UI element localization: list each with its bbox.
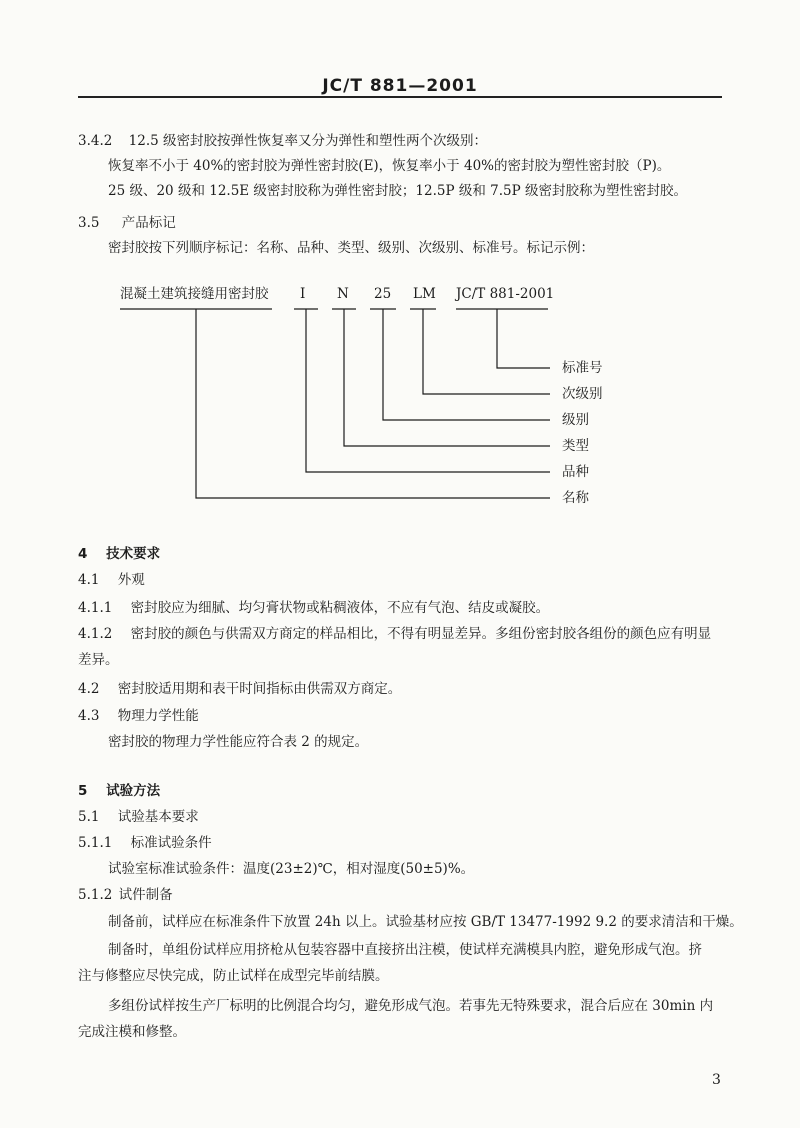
clause-number: 3.4.2 [78, 133, 113, 149]
code-grade: 25 [374, 286, 392, 302]
label-type: 类型 [562, 438, 589, 454]
code-standard: JC/T 881-2001 [456, 286, 555, 302]
clause-4-1-1 [78, 599, 549, 617]
clause-5-1-1-text: 试验室标准试验条件：温度(23±2)℃，相对湿度(50±5)%。 [108, 861, 475, 877]
clause-4-3 [78, 707, 199, 725]
clause-3-4-2 [78, 132, 487, 150]
label-name: 名称 [562, 490, 589, 506]
clause-number: 4.3 [78, 708, 100, 724]
clause-3-5-text: 密封胶按下列顺序标记：名称、品种、类型、级别、次级别、标准号。标记示例： [108, 240, 594, 256]
code-name: 混凝土建筑接缝用密封胶 [120, 286, 269, 302]
clause-number: 5.1 [78, 809, 100, 825]
clause-4-1-2-cont: 差异。 [78, 652, 119, 668]
clause-title: 标准试验条件 [130, 835, 212, 851]
clause-5-1-2-p1: 制备前，试样应在标准条件下放置 24h 以上。试验基材应按 GB/T 13477-1992 9.2 的要求清洁和干燥。 [108, 914, 743, 930]
section-number: 5 [78, 783, 88, 799]
clause-title: 外观 [117, 572, 145, 588]
clause-5-1 [78, 808, 199, 826]
code-subgrade: LM [413, 286, 436, 302]
clause-4-1 [78, 571, 145, 589]
clause-number: 5.1.2 [78, 887, 113, 903]
clause-text: 密封胶适用期和表干时间指标由供需双方商定。 [117, 681, 402, 697]
clause-number: 4.2 [78, 681, 100, 697]
clause-number: 3.5 [78, 215, 100, 231]
clause-5-1-2 [78, 886, 173, 904]
section-title: 技术要求 [106, 546, 161, 562]
clause-4-3-text: 密封胶的物理力学性能应符合表 2 的规定。 [108, 734, 369, 750]
clause-3-5 [78, 214, 176, 232]
section-title: 试验方法 [106, 783, 161, 799]
clause-3-4-2-line3: 25 级、20 级和 12.5E 级密封胶称为弹性密封胶；12.5P 级和 7.5P 级密封胶称为塑性密封胶。 [108, 183, 688, 199]
label-variety: 品种 [562, 464, 589, 480]
clause-number: 4.1 [78, 572, 100, 588]
clause-3-4-2-line2: 恢复率不小于 40%的密封胶为弹性密封胶(E)，恢复率小于 40%的密封胶为塑性密封胶（P)。 [108, 158, 671, 174]
label-standard: 标准号 [562, 360, 603, 376]
section-4-heading [78, 545, 160, 563]
header-title: JC/T 881—2001 [322, 76, 478, 96]
clause-number: 4.1.1 [78, 600, 113, 616]
clause-4-2 [78, 680, 401, 698]
clause-title: 试验基本要求 [117, 809, 199, 825]
header-rule [78, 96, 722, 98]
clause-text: 密封胶的颜色与供需双方商定的样品相比，不得有明显差异。多组份密封胶各组份的颜色应有明显 [130, 626, 712, 642]
clause-title: 物理力学性能 [117, 708, 199, 724]
clause-5-1-2-p3-cont: 完成注模和修整。 [78, 1024, 186, 1040]
code-type: N [337, 286, 349, 302]
clause-number: 5.1.1 [78, 835, 113, 851]
section-5-heading [78, 782, 160, 800]
clause-number: 4.1.2 [78, 626, 113, 642]
clause-title: 试件制备 [118, 887, 173, 903]
clause-text: 12.5 级密封胶按弹性恢复率又分为弹性和塑性两个次级别： [128, 133, 488, 149]
label-subgrade: 次级别 [562, 386, 603, 402]
code-variety: I [300, 286, 306, 302]
clause-5-1-2-p2-cont: 注与修整应尽快完成，防止试样在成型完毕前结膜。 [78, 968, 389, 984]
label-grade: 级别 [562, 412, 589, 428]
section-number: 4 [78, 546, 88, 562]
clause-5-1-2-p2: 制备时，单组份试样应用挤枪从包装容器中直接挤出注模，使试样充满模具内腔，避免形成气泡。挤 [108, 942, 702, 958]
clause-text: 密封胶应为细腻、均匀膏状物或粘稠液体，不应有气泡、结皮或凝胶。 [130, 600, 550, 616]
page-number: 3 [712, 1072, 721, 1088]
clause-5-1-1 [78, 834, 212, 852]
clause-4-1-2 [78, 625, 711, 643]
clause-5-1-2-p3: 多组份试样按生产厂标明的比例混合均匀，避免形成气泡。若事先无特殊要求，混合后应在 30min 内 [108, 998, 714, 1014]
clause-title: 产品标记 [121, 215, 176, 231]
